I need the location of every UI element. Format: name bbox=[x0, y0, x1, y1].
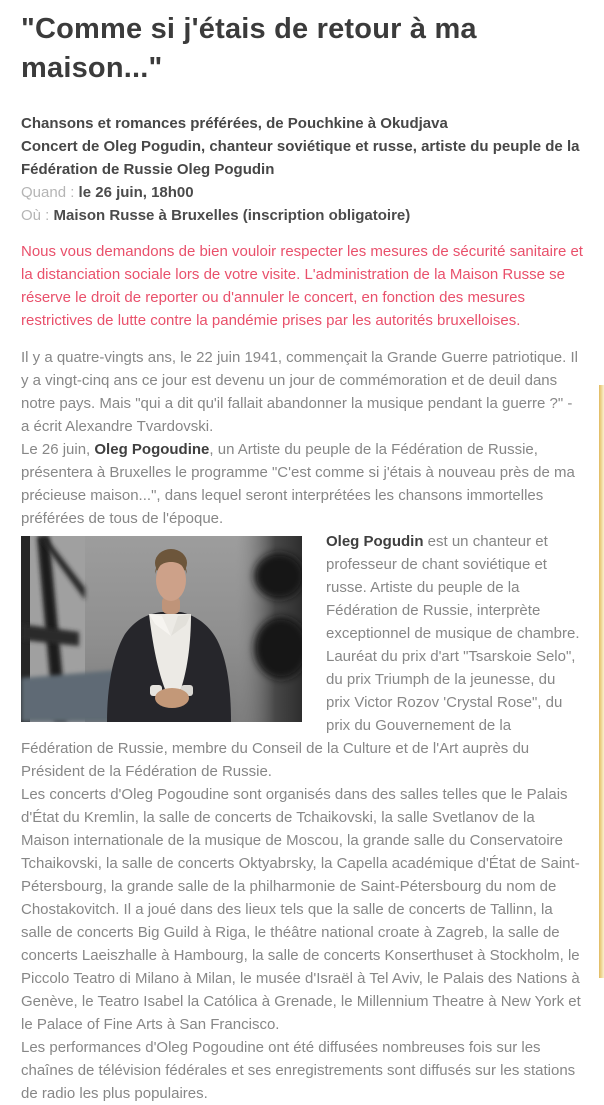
meta-when bbox=[21, 181, 583, 204]
paragraph-venues: Les concerts d'Oleg Pogoudine sont organisés dans des salles telles que le Palais d'État du Kremlin, la salle de concerts de Tchaikovski, la salle Svetlanov de la Maison internationale de la musique de Moscou, la grande salle du Conservatoire Tchaikovski, la salle de concerts Oktyabrsky, la Capella académique d'État de Saint-Pétersbourg, la grande salle de la philharmonie de Saint-Pétersbourg du nom de Chostakovitch. Il a joué dans des lieux tels que la salle de concerts de Tallinn, la salle de concerts Big Guild à Riga, le théâtre national croate à Zagreb, la salle de concerts Laeiszhalle à Hambourg, la salle de concerts Konserthuset à Stockholm, le Piccolo Teatro di Milano à Milan, le musée d'Israël à Tel Aviv, le Palais des Nations à Genève, le Teatro Isabel la Católica à Grenade, le Millennium Theatre à New York et le Palace of Fine Arts à San Francisco. bbox=[21, 786, 581, 1033]
meta-where bbox=[21, 204, 583, 227]
paragraph-history: Il y a quatre-vingts ans, le 22 juin 1941, commençait la Grande Guerre patriotique. Il y a vingt-cinq ans ce jour est devenu un jour de commémoration et de deuil dans notre pays. Mais "qui a dit qu'il fallait abandonner la musique pendant la guerre ?" - a écrit Alexandre Tvardovski. bbox=[21, 349, 578, 435]
meta-where-value: Maison Russe à Bruxelles (inscription obligatoire) bbox=[53, 207, 411, 224]
announce-prefix: Le 26 juin, bbox=[21, 441, 95, 458]
paragraph-broadcast: Les performances d'Oleg Pogoudine ont été diffusées nombreuses fois sur les chaînes de télévision fédérales et ses enregistrements sont diffusés sur les stations de radio les plus populaires. bbox=[21, 1039, 576, 1102]
meta-when-value: le 26 juin, 18h00 bbox=[78, 184, 194, 201]
bio-rest: est un chanteur et professeur de chant soviétique et russe. Artiste du peuple de la Fédération de Russie, interprète exceptionnel de musique de chambre. Lauréat du prix d'art "Tsarskoie Selo", du prix Triumph de la jeunesse, du prix Victor Rozov 'Crystal Rose", du prix du Gouvernement de la Fédération de Russie, membre du Conseil de la Culture et de l'Art auprès du Président de la Fédération de Russie. bbox=[21, 533, 580, 780]
right-edge-scroll-strip[interactable] bbox=[599, 385, 604, 978]
subtitle-line-1: Chansons et romances préférées, de Pouchkine à Okudjava bbox=[21, 115, 448, 132]
meta-when-label: Quand : bbox=[21, 184, 75, 201]
artist-name-bold: Oleg Pogoudine bbox=[94, 441, 210, 458]
article-body bbox=[21, 346, 583, 1105]
sanitary-warning-text: Nous vous demandons de bien vouloir respecter les mesures de sécurité sanitaire et la distanciation sociale lors de votre visite. L'administration de la Maison Russe se réserve le droit de reporter ou d'annuler le concert, en fonction des mesures restrictives de lutte contre la pandémie prises par les autorités bruxelloises. bbox=[21, 243, 583, 329]
subtitle-line-2: Concert de Oleg Pogudin, chanteur soviétique et russe, artiste du peuple de la Fédération de Russie Oleg Pogudin bbox=[21, 138, 580, 178]
paragraph-announce bbox=[21, 438, 583, 530]
artist-photo bbox=[21, 536, 302, 722]
meta-where-label: Où : bbox=[21, 207, 50, 224]
bio-artist-name-bold: Oleg Pogudin bbox=[326, 533, 424, 550]
announce-rest: , un Artiste du peuple de la Fédération de Russie, présentera à Bruxelles le programme "C'est comme si j'étais à nouveau près de ma précieuse maison...", dans lequel seront interprétées les chansons immortelles préférées de tous de l'époque. bbox=[21, 441, 575, 527]
page-title: "Comme si j'étais de retour à ma maison..." bbox=[21, 13, 477, 84]
article-subtitle bbox=[21, 112, 583, 181]
article-page bbox=[0, 10, 604, 1105]
artist-photo-illustration bbox=[21, 536, 302, 722]
